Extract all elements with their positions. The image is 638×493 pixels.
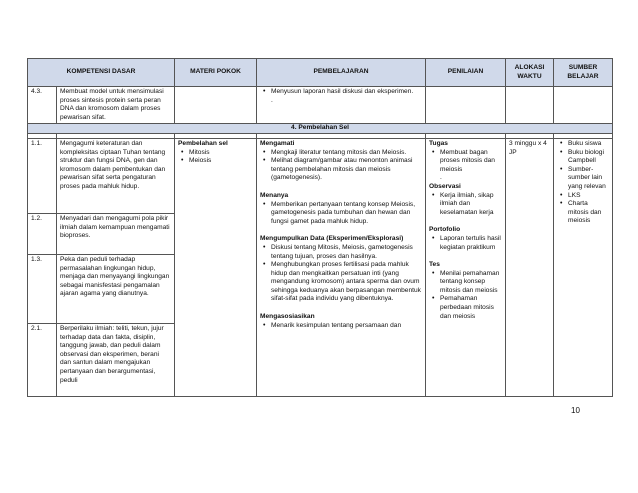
kd-text: Peka dan peduli terhadap permasalahan lingkungan hidup, menjaga dan menyayangi lingkungan sebagai manisfestasi pengamalan ajaran agama yang dianutnya. (57, 254, 175, 323)
header-kompetensi-dasar: KOMPETENSI DASAR (28, 59, 175, 87)
materi-cell (175, 87, 257, 124)
list-item: • Mengkaji literatur tentang mitosis dan Meiosis. (271, 149, 422, 158)
header-penilaian: PENILAIAN (426, 59, 506, 87)
activity-title: Mengumpulkan Data (Eksperimen/Eksplorasi) (260, 235, 404, 243)
table-header-row (28, 59, 613, 87)
pembelajaran-cell (257, 138, 426, 396)
list-item: • Kerja ilmiah, sikap ilmiah dan keselamatan kerja (440, 192, 502, 218)
assessment-title: Portofolio (429, 226, 461, 234)
list-item: • Buku biologi Campbell (568, 149, 609, 166)
header-pembelajaran: PEMBELAJARAN (257, 59, 426, 87)
materi-title: Pembelahan sel (178, 139, 228, 147)
list-item: • Laporan tertulis hasil kegiatan praktikum (440, 235, 502, 252)
list-item: • Menghubungkan proses fertilisasi pada mahluk hidup dan mengkaitkan persatuan inti (yang mengandung kromosom) antara sperma dan ovum sehingga keduanya akan berpasangan membentuk sifat-sifat pada individu yang dibentuknya. (271, 261, 422, 304)
kd-text: Berperilaku ilmiah: teliti, tekun, jujur terhadap data dan fakta, disiplin, tanggung jawab, dan peduli dalam observasi dan eksperimen, berani dan santun dalam mengajukan pertanyaan dan berargumentasi, peduli (57, 323, 175, 396)
syllabus-table (27, 58, 613, 397)
pembelajaran-cell (257, 87, 426, 124)
kd-number: 4.3. (28, 87, 57, 124)
list-item: • Sumber- sumber lain yang relevan (568, 166, 609, 192)
kd-text: Membuat model untuk mensimulasi proses sintesis protein serta peran DNA dan kromosom dalam proses pewarisan sifat. (57, 87, 175, 124)
activity-title: Menanya (260, 191, 289, 199)
header-materi-pokok: MATERI POKOK (175, 59, 257, 87)
list-item: • Charta mitosis dan meiosis (568, 200, 609, 226)
list-item: • Meiosis (189, 157, 253, 166)
kd-text: Menyadari dan mengagumi pola pikir ilmiah dalam kemampuan mengamati bioproses. (57, 213, 175, 254)
list-item: • Menilai pemahaman tentang konsep mitosis dan meiosis (440, 270, 502, 296)
kd-number: 1.2. (28, 213, 57, 254)
activity-title: Mengamati (260, 139, 295, 147)
header-sumber-belajar: SUMBER BELAJAR (554, 59, 613, 87)
list-item: • Memberikan pertanyaan tentang konsep Meiosis, gametogenesis pada tumbuhan dan hewan dan fungsi gamet pada mahluk hidup. (271, 201, 422, 227)
table-row-4-3 (28, 87, 613, 124)
page-number: 10 (571, 406, 580, 415)
sumber-cell (554, 87, 613, 124)
header-alokasi-waktu: ALOKASI WAKTU (506, 59, 554, 87)
list-item: • Membuat bagan proses mitosis dan meiosis (440, 149, 502, 175)
activity-title: Mengasosiasikan (260, 313, 315, 321)
sumber-cell (554, 138, 613, 396)
assessment-title: Observasi (429, 182, 461, 190)
materi-cell (175, 138, 257, 396)
assessment-title: Tes (429, 261, 440, 269)
kd-number: 1.1. (28, 138, 57, 213)
section-title: 4. Pembelahan Sel (28, 124, 613, 134)
table-row-1-1 (28, 138, 613, 213)
list-item: • Melihat diagram/gambar atau menonton animasi tentang pembelahan mitosis dan meiosis (gametogenesis). (271, 157, 422, 183)
list-item: • Pemahaman perbedaan mitosis dan meiosis (440, 295, 502, 321)
section-row (28, 124, 613, 134)
dot-text: . (440, 174, 442, 182)
assessment-title: Tugas (429, 139, 448, 147)
kd-number: 1.3. (28, 254, 57, 323)
list-item: • Buku siswa (568, 140, 609, 149)
list-item: • Menyusun laporan hasil diskusi dan eksperimen. (271, 88, 422, 97)
alokasi-cell: 3 minggu x 4 JP (506, 138, 554, 396)
alokasi-cell (506, 87, 554, 124)
penilaian-cell (426, 138, 506, 396)
kd-text: Mengagumi keteraturan dan kompleksitas ciptaan Tuhan tentang struktur dan fungsi DNA, gen dan kromosom dalam pembentukan dan pewarisan sifat serta pengaturan proses pada mahluk hidup. (57, 138, 175, 213)
kd-number: 2.1. (28, 323, 57, 396)
list-item: • Menarik kesimpulan tentang persamaan dan (271, 322, 422, 331)
list-item: • Diskusi tentang Mitosis, Meiosis, gametogenesis tentang tujuan, proses dan hasilnya. (271, 244, 422, 261)
list-item: • LKS (568, 192, 609, 201)
penilaian-cell (426, 87, 506, 124)
list-item: • Mitosis (189, 149, 253, 158)
dot-text: . (271, 96, 273, 104)
